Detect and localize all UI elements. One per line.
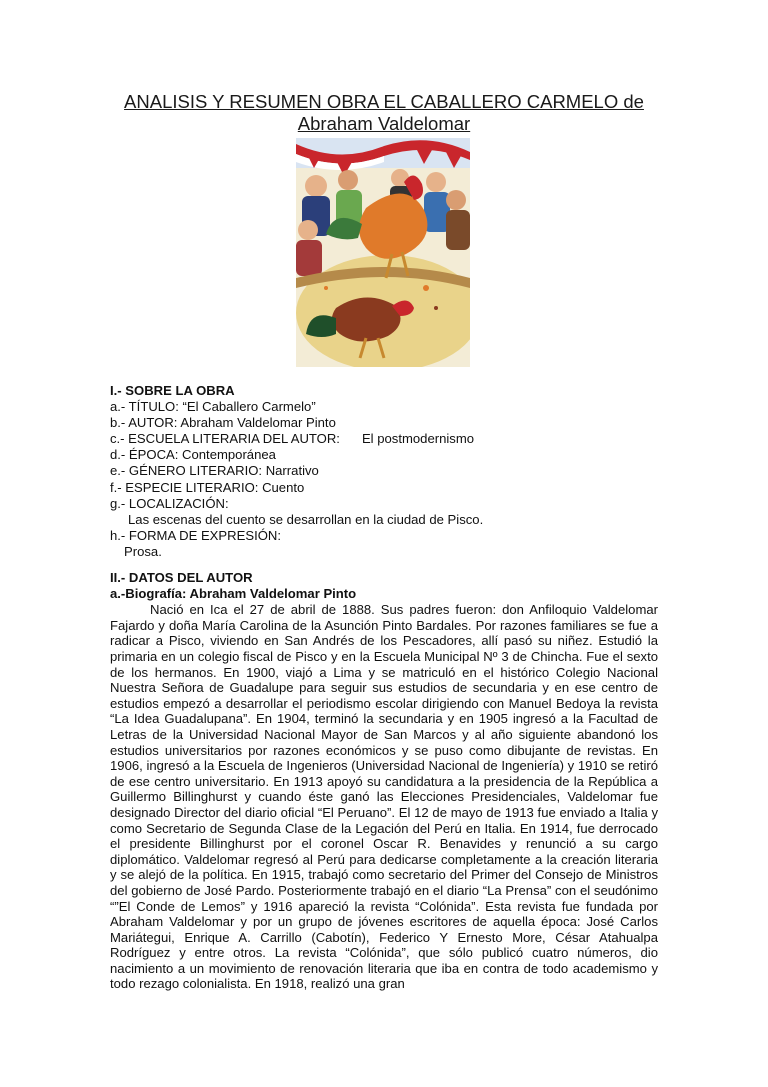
localizacion-text: Las escenas del cuento se desarrollan en la ciudad de Pisco. <box>128 511 484 527</box>
item-especie: f.- ESPECIE LITERARIO: Cuento <box>110 479 305 495</box>
document-body <box>110 383 658 992</box>
item-escuela <box>110 431 658 447</box>
title-line-1: ANALISIS Y RESUMEN OBRA EL CABALLERO CARMELO de <box>124 91 644 112</box>
item-forma: h.- FORMA DE EXPRESIÓN: <box>110 527 281 543</box>
item-genero: e.- GÉNERO LITERARIO: Narrativo <box>110 463 319 479</box>
item-localizacion: g.- LOCALIZACIÓN: <box>110 495 229 511</box>
biography-text: Nació en Ica el 27 de abril de 1888. Sus padres fueron: don Anfiloquio Valdelomar Fajardo y doña María Carolina de la Asunción Pinto Bardales. Por razones familiares se fue a radicar a Pisco, viviendo en San Andrés de los Pescadores, allí pasó su niñez. Estudió la primaria en un colegio fiscal de Pisco y en la Escuela Municipal Nº 3 de Chincha. Fue el sexto de los hermanos. En 1900, viajó a Lima y se matriculó en el histórico Colegio Nacional Nuestra Señora de Guadalupe para seguir sus estudios de secundaria y en ese centro de estudios empezó a desarrollar el periodismo escolar dirigiendo con Manuel Bedoya la revista “La Idea Guadalupana”. En 1904, terminó la secundaria y en 1905 ingresó a la Facultad de Letras de la Universidad Nacional Mayor de San Marcos y al año siguiente abandonó los estudios universitarios por razones económicos y se puso como dibujante de revistas. En 1906, ingresó a la Escuela de Ingenieros (Universidad Nacional de Ingeniería) y 1910 se retiró de ese centro universitario. En 1913 apoyó su candidatura a la presidencia de la República a Guillermo Billinghurst y cuando éste ganó las Elecciones Presidenciales, Valdelomar fue designado Director del diario oficial “El Peruano”. El 12 de mayo de 1913 fue enviado a Italia y como Secretario de Segunda Clase de la Legación del Perú en Italia. En 1914, fue derrocado el presidente Billinghurst por el coronel Oscar R. Benavides y renunció a su cargo diplomático. Valdelomar regresó al Perú para dedicarse completamente a la creación literaria y se alejó de la política. En 1915, trabajó como secretario del Primer del Consejo de Ministros del gobierno de José Pardo. Posteriormente trabajó en el diario “La Prensa” con el seudónimo “”El Conde de Lemos” y 1916 apareció la revista “Colónida”. Esta revista fue fundada por Abraham Valdelomar y por un grupo de jóvenes escritores de aquella época: José Carlos Mariátegui, Enrique A. Carrillo (Cabotín), Federico Y Ernesto More, César Atahualpa Rodríguez y entre otros. La revista “Colónida”, que sólo publicó cuatro números, dio nacimiento a un movimiento de renovación literaria que iba en contra de todo academismo y todo rezago colonialista. En 1918, realizó una gran <box>110 602 658 992</box>
title-line-2: Abraham Valdelomar <box>297 113 471 134</box>
item-titulo: a.- TÍTULO: “El Caballero Carmelo” <box>110 399 316 415</box>
biography-paragraph <box>110 602 658 992</box>
item-escuela-label: c.- ESCUELA LITERARIA DEL AUTOR: <box>110 431 340 447</box>
item-escuela-value: El postmodernismo <box>361 431 475 447</box>
item-epoca: d.- ÉPOCA: Contemporánea <box>110 447 276 463</box>
item-autor: b.- AUTOR: Abraham Valdelomar Pinto <box>110 415 336 431</box>
document-title <box>108 91 660 135</box>
biography-heading: a.-Biografía: Abraham Valdelomar Pinto <box>110 586 357 602</box>
forma-value: Prosa. <box>124 543 162 559</box>
cockfight-illustration <box>296 138 470 367</box>
section-1-heading: I.- SOBRE LA OBRA <box>110 383 235 398</box>
section-2-heading: II.- DATOS DEL AUTOR <box>110 570 253 586</box>
